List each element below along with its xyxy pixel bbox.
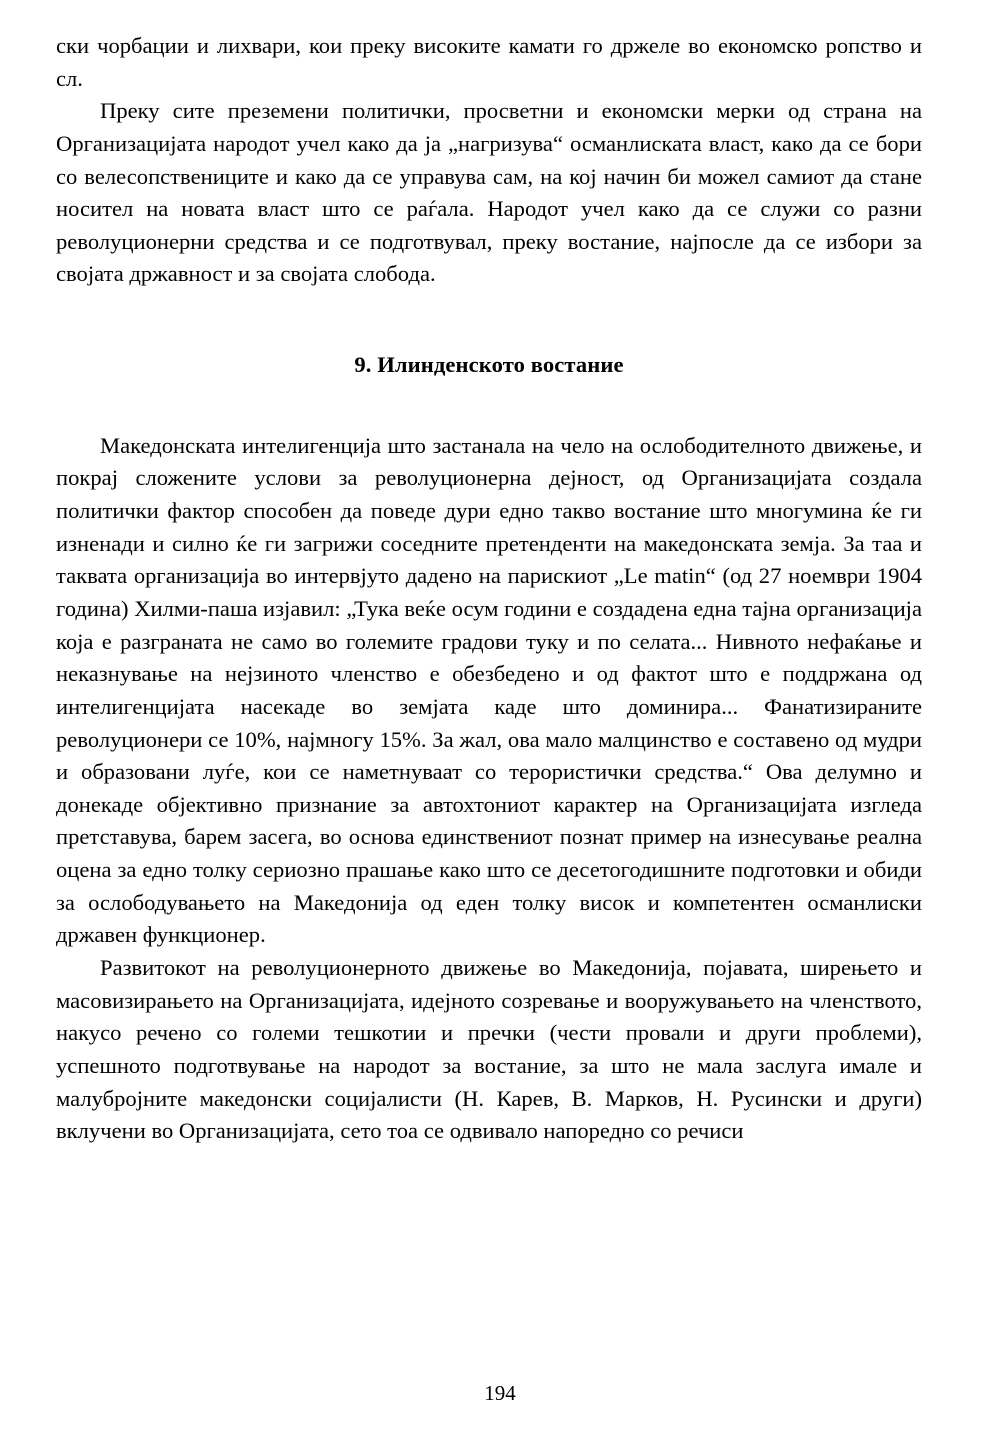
page-body: [56, 30, 922, 1148]
paragraph-development: Развитокот на револуционерното движење во Македонија, појавата, ширењето и масовизирањето на Организацијата, идејното созревање и вооружувањето на членството, накусо речено со големи тешкотии и пречки (чести провали и други проблеми), успешното подготвување на народот за востание, за што не мала заслуга имале и малубројните македонски социјалисти (Н. Карев, В. Марков, Н. Русински и други) вклучени во Организацијата, сето тоа се одвивало напоредно со речиси: [56, 955, 922, 1144]
page-number: 194: [484, 1381, 516, 1405]
paragraph-continued: ски чорбации и лихвари, кои преку високите камати го држеле во економско ропство и сл.: [56, 33, 922, 91]
paragraph-measures: Преку сите преземени политички, просветни и економски мерки од страна на Организацијата народот учел како да ја „нагризува“ османлиската власт, како да се бори со велесопствениците и како да се управува сам, на кој начин би можел самиот да стане носител на новата власт што се раѓала. Народот учел како да се служи со разни револуционерни средства и се подготвувал, преку востание, најпосле да се избори за својата државност и за својата слобода.: [56, 98, 922, 287]
section-heading: 9. Илинденското востание: [354, 352, 624, 378]
paragraph-intelligentsia: Македонската интелигенција што застанала на чело на ослободителното движење, и покрај сложените услови за револуционерна дејност, од Организацијата создала политички фактор способен да поведе дури едно такво востание што многумина ќе ги изненади и силно ќе ги загрижи соседните претенденти на македонската земја. За таа и таквата организација во интервјуто дадено на парискиот „Le matin“ (од 27 ноември 1904 година) Хилми-паша изјавил: „Тука веќе осум години е создадена една тајна организација која е разграната не само во големите градови туку и по селата... Нивното нефаќање и неказнување на нејзиното членство е обезбедено и од фактот што е поддржана од интелигенцијата насекаде во земјата каде што доминира... Фанатизираните револуционери се 10%, најмногу 15%. За жал, ова мало малцинство е составено од мудри и образовани луѓе, кои се наметнуваат со терористички средства.“ Ова делумно и донекаде објективно признание за автохтониот карактер на Организацијата изгледа претставува, барем засега, во основа единствениот познат пример на изнесување реална оцена за едно толку сериозно прашање како што се десетогодишните подготовки и обиди за ослободувањето на Македонија од еден толку висок и компетентен османлиски државен функционер.: [56, 432, 922, 948]
